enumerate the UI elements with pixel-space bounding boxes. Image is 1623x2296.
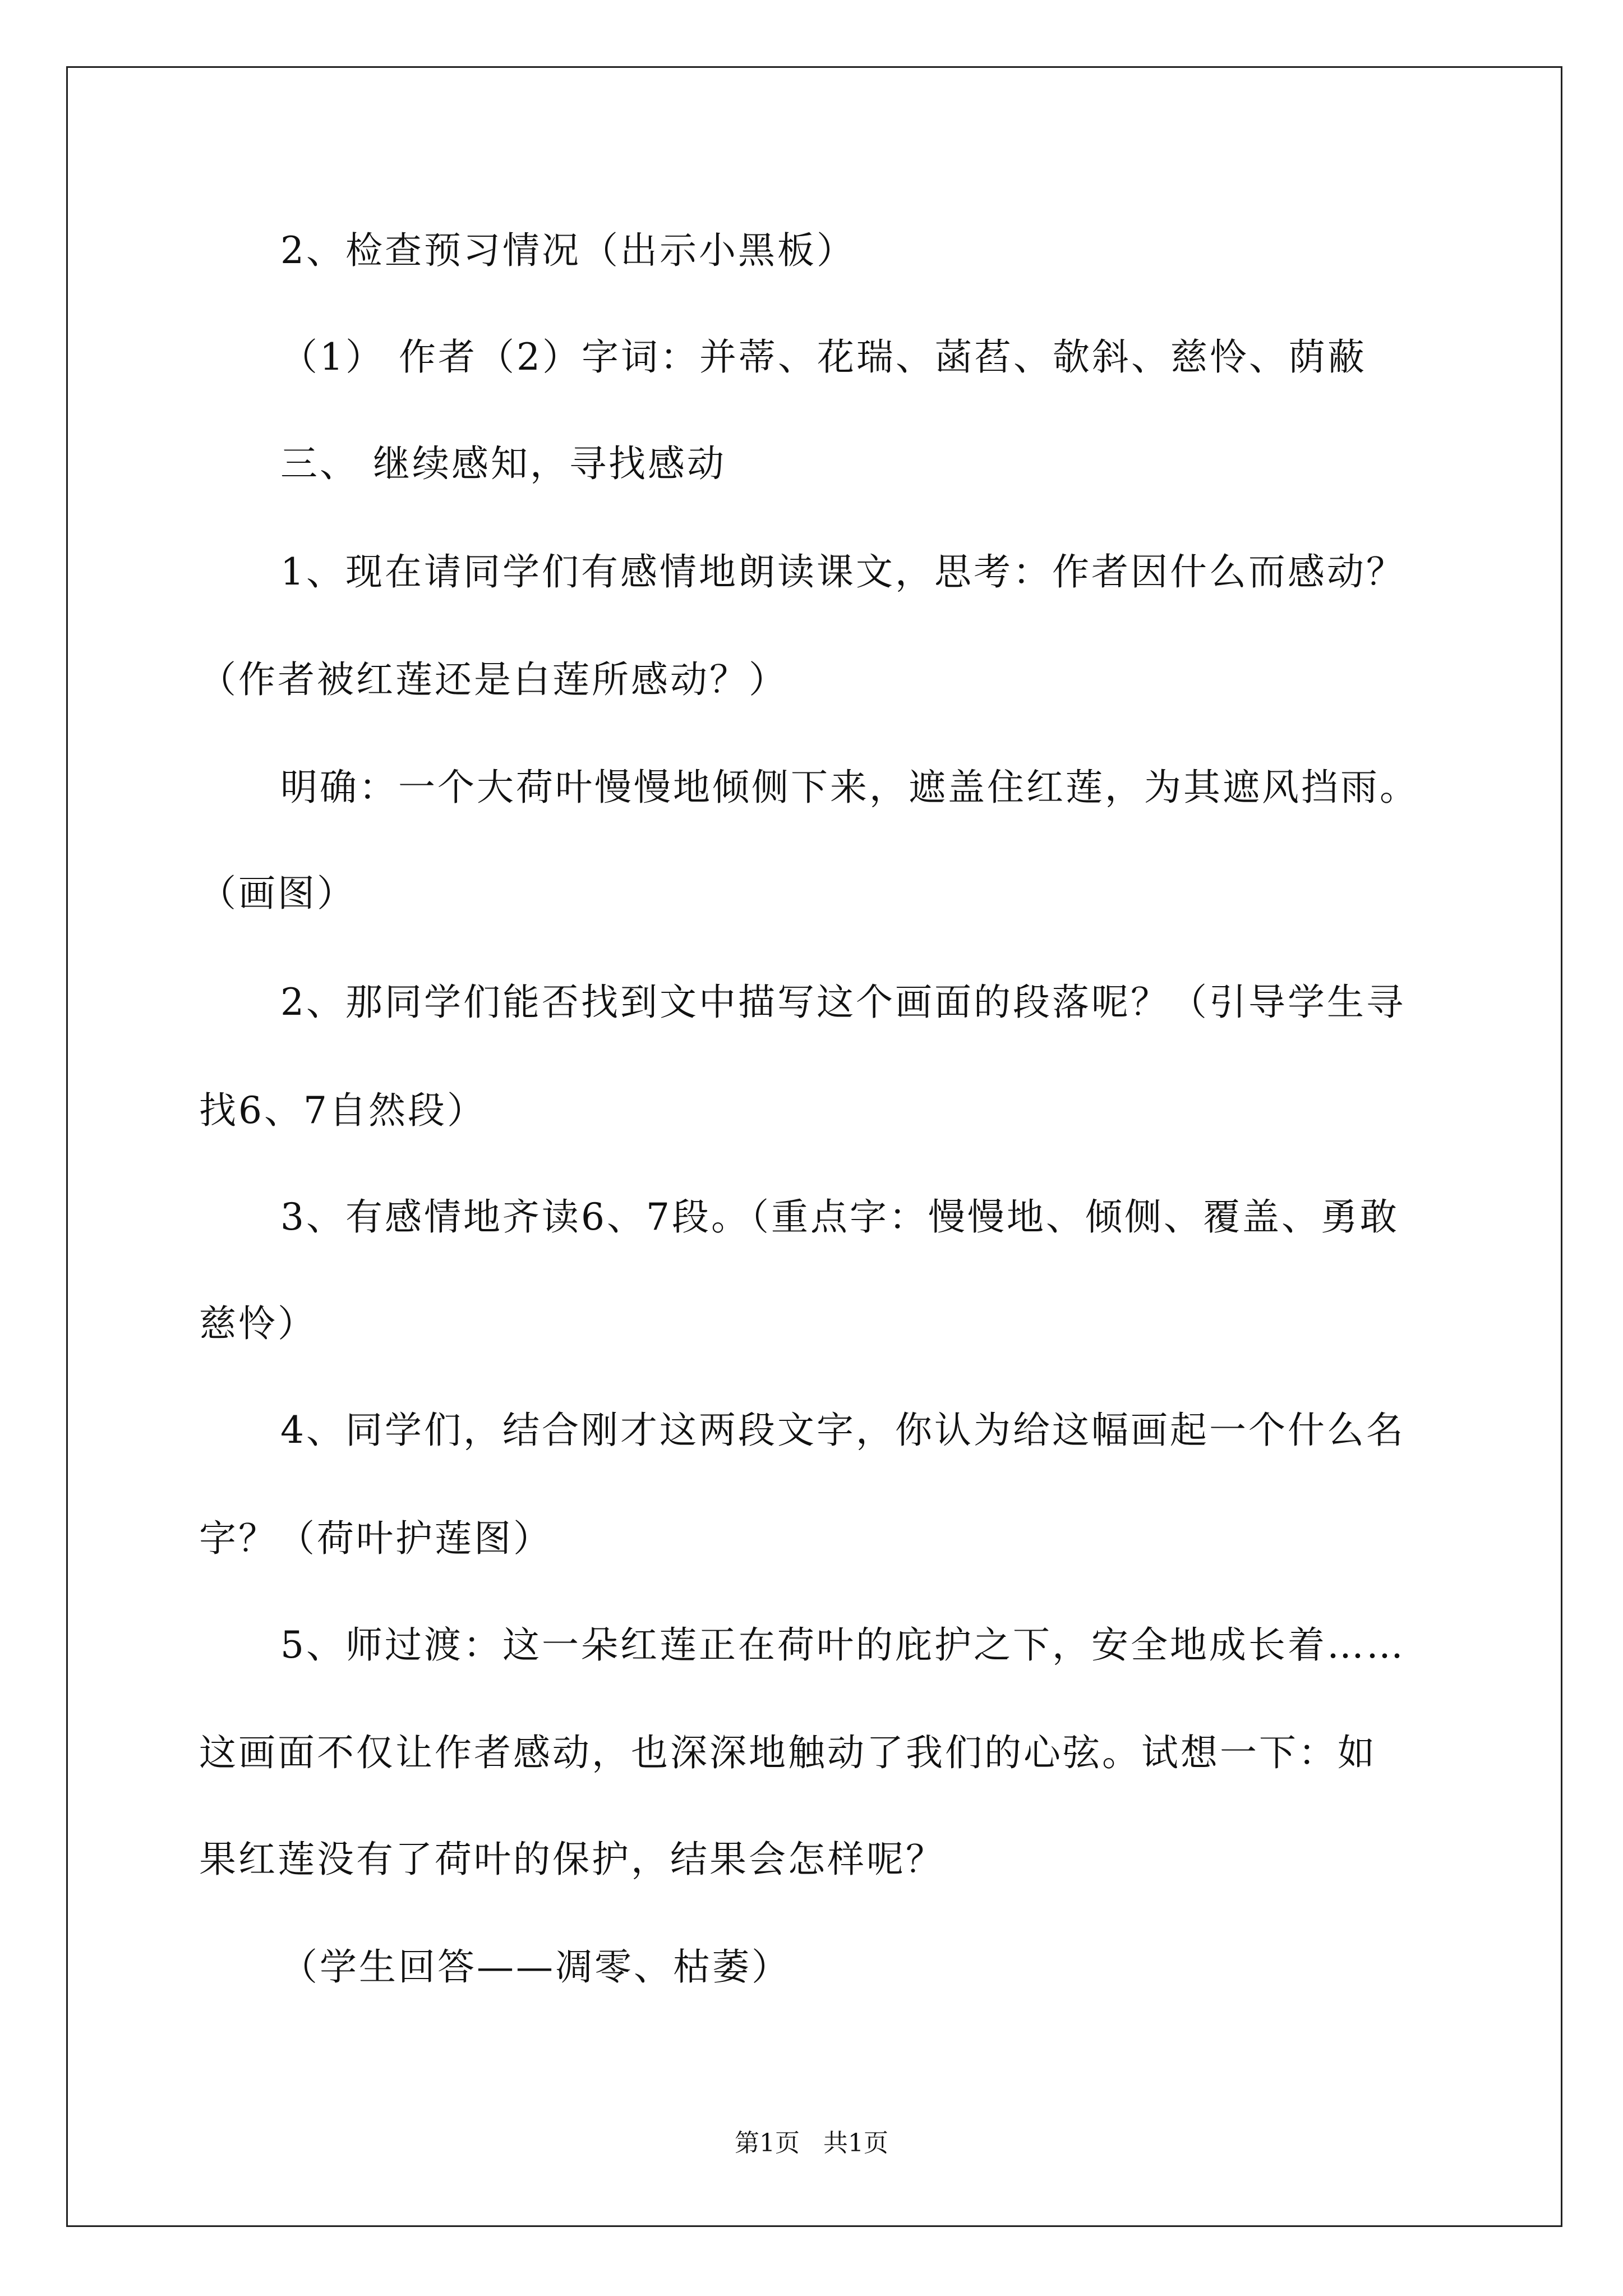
text-line-5: （作者被红莲还是白莲所感动？） xyxy=(199,658,788,701)
text-line-6: 明确：一个大荷叶慢慢地倾侧下来，遮盖住红莲，为其遮风挡雨。 xyxy=(280,766,1419,809)
section-heading: 三、 继续感知，寻找感动 xyxy=(280,442,726,485)
text-line-11: 慈怜） xyxy=(199,1302,317,1345)
text-line-9: 找6、7自然段） xyxy=(199,1089,486,1132)
text-line-17: （学生回答——凋零、枯萎） xyxy=(280,1945,791,1989)
text-line-16: 果红莲没有了荷叶的保护，结果会怎样呢？ xyxy=(199,1838,945,1881)
text-line-13: 字？（荷叶护莲图） xyxy=(199,1517,552,1560)
text-line-12: 4、同学们，结合刚才这两段文字，你认为给这幅画起一个什么名 xyxy=(280,1409,1405,1452)
text-line-2: （1） 作者（2）字词：并蒂、花瑞、菡萏、欹斜、慈怜、荫蔽 xyxy=(280,335,1367,379)
text-line-15: 这画面不仅让作者感动，也深深地触动了我们的心弦。试想一下：如 xyxy=(199,1731,1377,1774)
text-line-10: 3、有感情地齐读6、7段。（重点字：慢慢地、倾侧、覆盖、勇敢 xyxy=(280,1195,1399,1239)
text-line-14: 5、师过渡：这一朵红莲正在荷叶的庇护之下，安全地成长着…… xyxy=(280,1623,1405,1667)
text-line-8: 2、那同学们能否找到文中描写这个画面的段落呢？（引导学生寻 xyxy=(280,981,1405,1024)
page-footer: 第1页 共1页 xyxy=(735,2129,888,2157)
text-line-4: 1、现在请同学们有感情地朗读课文，思考：作者因什么而感动？ xyxy=(280,550,1405,593)
text-line-7: （画图） xyxy=(199,872,356,915)
page-border xyxy=(66,66,1562,2227)
text-line-1: 2、检查预习情况（出示小黑板） xyxy=(280,229,856,272)
